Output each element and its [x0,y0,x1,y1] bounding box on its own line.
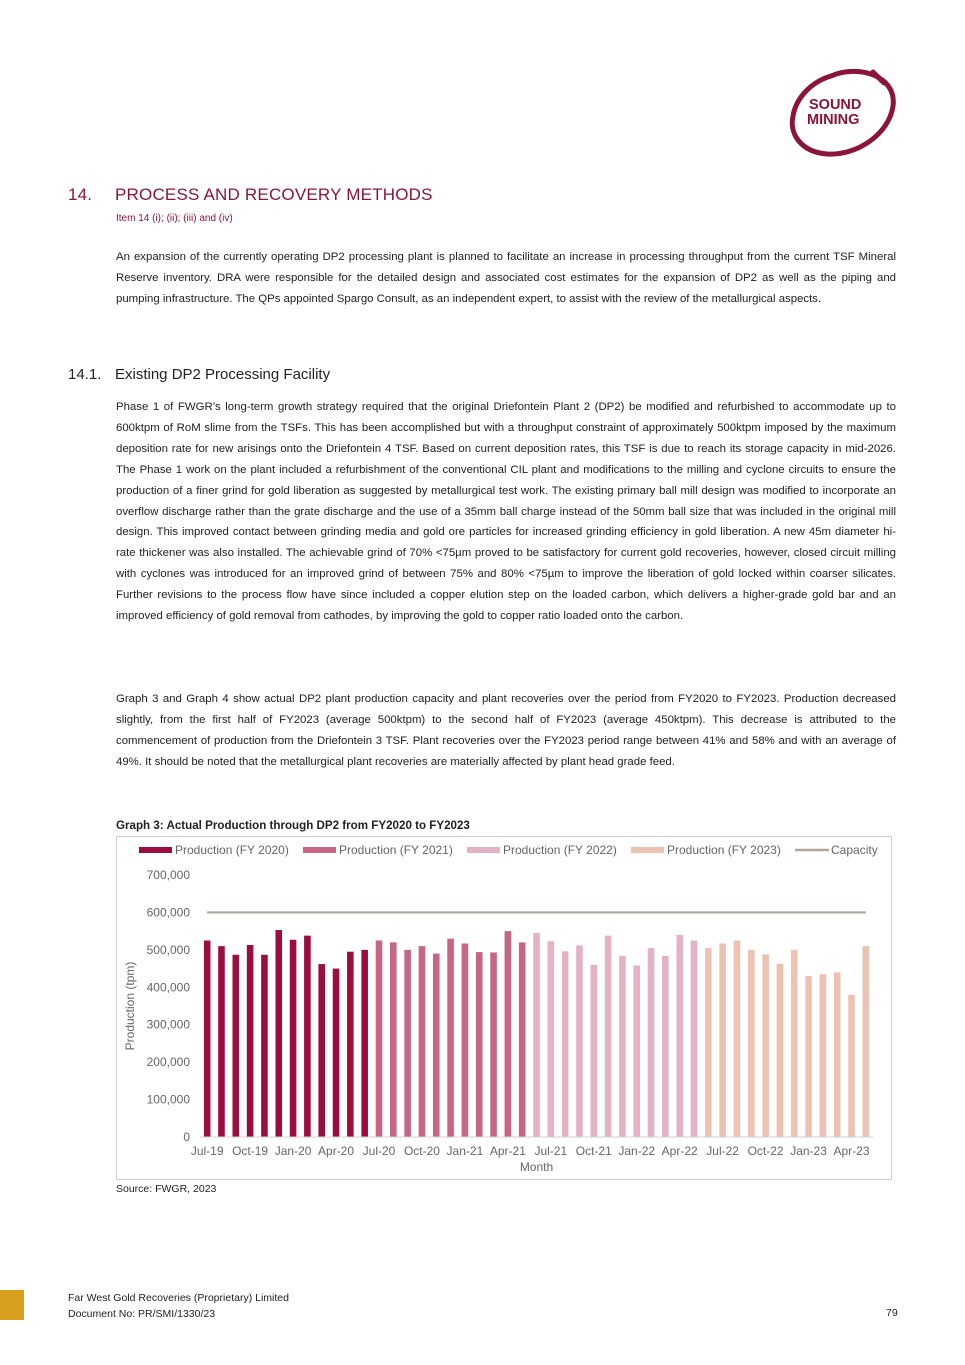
bar [447,939,454,1137]
x-tick-label: Jul-19 [190,1144,224,1158]
bar [777,964,784,1137]
x-tick-label: Oct-22 [747,1144,784,1158]
x-tick-label: Jan-22 [618,1144,656,1158]
legend-swatch [139,847,172,853]
logo-line2: MINING [807,112,860,128]
legend-label: Production (FY 2021) [339,843,453,857]
x-axis-title: Month [519,1160,554,1174]
logo-line1: SOUND [809,97,862,113]
graph-title: Graph 3: Actual Production through DP2 from FY2020 to FY2023 [116,819,470,832]
x-tick-label: Oct-21 [575,1144,612,1158]
bar [462,943,469,1137]
bar [590,965,597,1137]
bar [834,972,841,1137]
y-tick-label: 400,000 [146,980,190,995]
bar [605,936,612,1137]
x-tick-label: Jan-21 [446,1144,484,1158]
legend-swatch [467,847,500,853]
bar [805,976,812,1137]
graph-paragraph: Graph 3 and Graph 4 show actual DP2 plant production capacity and plant recoveries over the period from FY2020 to FY2023. Production decreased slightly, from the first half of FY2023 (average 500ktpm) to the second half of FY2023 (average 450ktpm). This decrease is attributed to the commencement of production from the Driefontein 3 TSF. Plant recoveries over the FY2023 period range between 41% and 58% and with an average of 49%. It should be noted that the metallurgical plant recoveries are materially affected by plant head grade feed. [116,693,896,768]
bar [433,954,440,1137]
legend-swatch [631,847,664,853]
source-note: Source: FWGR, 2023 [116,1183,217,1195]
bar [419,946,426,1137]
item-reference: Item 14 (i); (ii); (iii) and (iv) [116,213,233,224]
footer-doc-number: Document No: PR/SMI/1330/23 [68,1308,216,1320]
bar [705,948,712,1137]
y-tick-label: 500,000 [146,942,190,957]
bar [633,966,640,1137]
page-number: 79 [886,1307,898,1319]
legend-swatch [303,847,336,853]
footer-company: Far West Gold Recoveries (Proprietary) Limited [68,1292,289,1304]
bar [376,941,383,1138]
x-tick-label: Jan-20 [274,1144,312,1158]
bar [848,995,855,1137]
legend-label: Capacity [831,843,878,857]
y-tick-label: 100,000 [146,1092,190,1107]
subsection-number: 14.1. [68,366,102,383]
footer-accent-bar [0,1290,24,1320]
bar [505,931,512,1137]
chart-svg [117,837,891,1179]
bar [676,935,683,1137]
bar [390,942,397,1137]
section-title: PROCESS AND RECOVERY METHODS [115,185,433,204]
production-chart [116,836,892,1180]
bar [562,951,569,1137]
bar [820,974,827,1137]
bar [619,956,626,1137]
bar [719,943,726,1137]
bar [304,936,311,1137]
bar [476,952,483,1137]
sound-mining-logo [787,68,899,158]
x-tick-label: Jul-20 [362,1144,396,1158]
bar [347,952,354,1137]
bar [576,945,583,1137]
section-heading [68,185,433,205]
legend-label: Production (FY 2020) [175,843,289,857]
bar [218,946,225,1137]
bar [734,941,741,1138]
y-tick-label: 700,000 [146,868,190,882]
bar [548,941,555,1137]
x-tick-label: Apr-20 [318,1144,355,1158]
subsection-heading [68,366,330,383]
bar [648,948,655,1137]
bar [247,945,254,1137]
bar [662,956,669,1137]
y-tick-label: 300,000 [146,1017,190,1032]
y-tick-label: 0 [183,1130,190,1144]
legend-label: Production (FY 2023) [667,843,781,857]
bar [691,941,698,1138]
y-tick-label: 600,000 [146,905,190,920]
bar [204,941,211,1138]
bar [519,942,526,1137]
legend-label: Production (FY 2022) [503,843,617,857]
y-tick-label: 200,000 [146,1055,190,1070]
section-number: 14. [68,185,93,204]
facility-paragraph: Phase 1 of FWGR’s long-term growth strategy required that the original Driefontein Plant 2 (DP2) be modified and refurbished to accommodate up to 600ktpm of RoM slime from the TSFs. This has been accomplished but with a throughput constraint of approximately 500ktpm imposed by the maximum deposition rate for new arisings onto the Driefontein 4 TSF. Based on current deposition rates, this TSF is due to reach its storage capacity in mid-2026. The Phase 1 work on the plant included a refurbishment of the conventional CIL plant and modifications to the milling and cyclone circuits to ensure the production of a finer grind for gold liberation as suggested by metallurgical test work. The existing primary ball mill design was modified to incorporate an overflow discharge rather than the grate discharge and the use of a 35mm ball charge instead of the 50mm ball size that was included in the original mill design. This improved contact between grinding media and gold ore particles for increased grinding efficiency in gold liberation. A new 45m diameter hi-rate thickener was also installed. The achievable grind of 70% <75µm proved to be satisfactory for current gold recoveries, however, closed circuit milling with cyclones was introduced for an improved grind of between 75% and 80% <75µm to improve the liberation of gold locked within coarser silicates. Further revisions to the process flow have since included a copper elution step on the loaded carbon, which delivers a higher-grade gold bar and an improved efficiency of gold removal from cathodes, by improving the gold to copper ratio loaded onto the carbon. [116,401,896,623]
bar [261,955,268,1137]
x-tick-label: Apr-22 [661,1144,698,1158]
y-axis-title: Production (tpm) [123,961,137,1051]
x-tick-label: Jul-21 [534,1144,568,1158]
bar [791,950,798,1137]
bar [290,940,297,1137]
bar [318,964,325,1137]
bar [748,950,755,1137]
bar [863,946,870,1137]
x-tick-label: Apr-21 [489,1144,526,1158]
x-tick-label: Oct-19 [232,1144,269,1158]
x-tick-label: Jan-23 [790,1144,827,1158]
x-tick-label: Jul-22 [706,1144,739,1158]
bar [404,950,411,1137]
bar [333,969,340,1137]
x-tick-label: Oct-20 [403,1144,440,1158]
bar [275,930,282,1137]
bar [762,954,769,1137]
bar [490,952,497,1137]
x-tick-label: Apr-23 [833,1144,870,1158]
bar [233,955,240,1137]
bar [533,933,540,1137]
bar [361,950,368,1137]
subsection-title: Existing DP2 Processing Facility [115,366,331,383]
intro-paragraph: An expansion of the currently operating DP2 processing plant is planned to facilitate an increase in processing throughput from the current TSF Mineral Reserve inventory. DRA were responsible for the detailed design and associated cost estimates for the expansion of DP2 as well as the piping and pumping infrastructure. The QPs appointed Spargo Consult, as an independent expert, to assist with the review of the metallurgical aspects. [116,251,896,305]
